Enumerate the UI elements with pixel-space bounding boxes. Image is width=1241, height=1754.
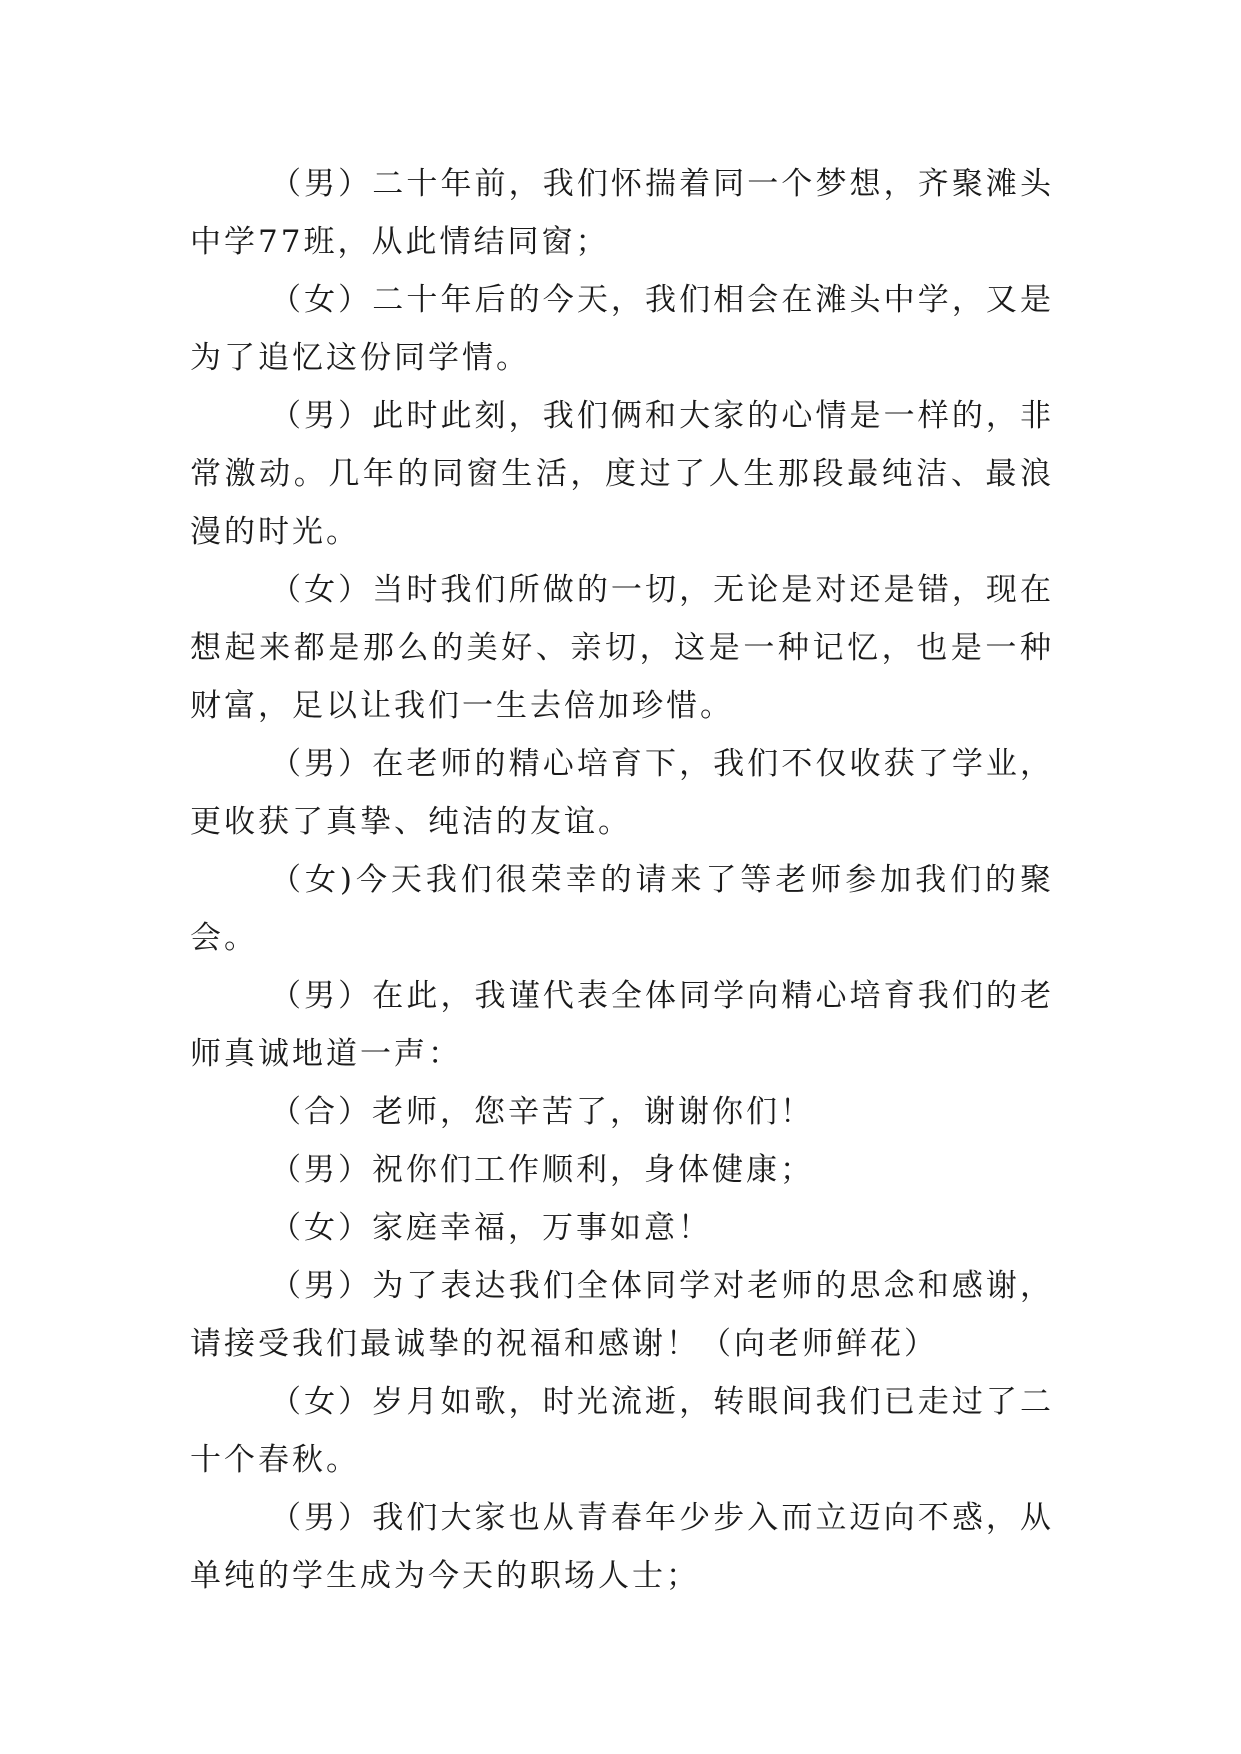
paragraph-1: （男）二十年前，我们怀揣着同一个梦想，齐聚滩头中学77班，从此情结同窗； <box>190 166 1054 260</box>
paragraph-13: （男）我们大家也从青春年少步入而立迈向不惑，从单纯的学生成为今天的职场人士； <box>190 1500 1054 1594</box>
paragraph-10: （女）家庭幸福，万事如意！ <box>270 1210 712 1246</box>
paragraph-12: （女）岁月如歌，时光流逝，转眼间我们已走过了二十个春秋。 <box>190 1384 1054 1478</box>
paragraph-4: （女）当时我们所做的一切，无论是对还是错，现在想起来都是那么的美好、亲切，这是一种记忆，也是一种财富，足以让我们一生去倍加珍惜。 <box>190 572 1054 724</box>
paragraph-11: （男）为了表达我们全体同学对老师的思念和感谢，请接受我们最诚挚的祝福和感谢！（向老师鲜花） <box>190 1268 1054 1362</box>
paragraph-6: （女)今天我们很荣幸的请来了等老师参加我们的聚会。 <box>190 862 1054 956</box>
document-body <box>190 155 1054 1605</box>
paragraph-8: （合）老师，您辛苦了，谢谢你们！ <box>270 1094 814 1130</box>
paragraph-5: （男）在老师的精心培育下，我们不仅收获了学业，更收获了真挚、纯洁的友谊。 <box>190 746 1054 840</box>
paragraph-2: （女）二十年后的今天，我们相会在滩头中学，又是为了追忆这份同学情。 <box>190 282 1054 376</box>
paragraph-3: （男）此时此刻，我们俩和大家的心情是一样的，非常激动。几年的同窗生活，度过了人生那段最纯洁、最浪漫的时光。 <box>190 398 1054 550</box>
paragraph-9: （男）祝你们工作顺利，身体健康； <box>270 1152 814 1188</box>
paragraph-7: （男）在此，我谨代表全体同学向精心培育我们的老师真诚地道一声： <box>190 978 1054 1072</box>
